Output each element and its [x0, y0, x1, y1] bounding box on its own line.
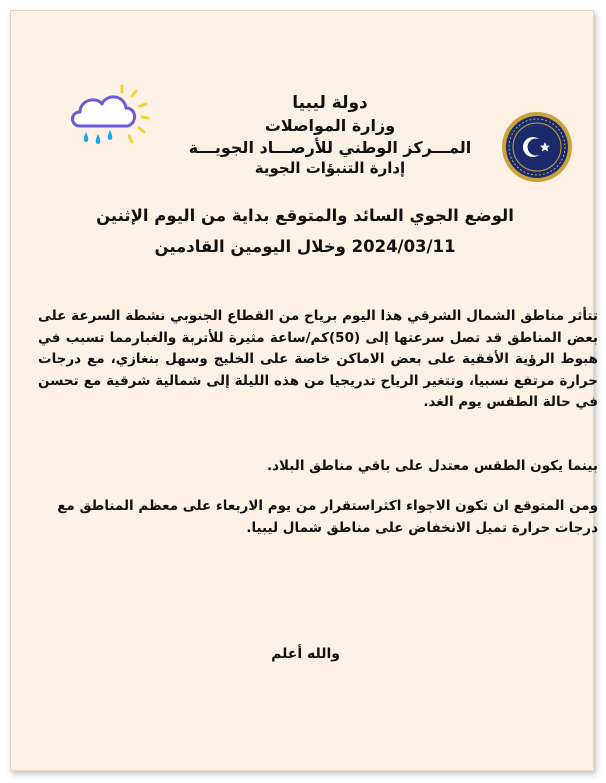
report-title [70, 200, 540, 263]
document-page [10, 10, 598, 771]
cloud-rain-sun-icon [66, 82, 158, 150]
rain-drops [84, 130, 113, 144]
country-title: دولة ليبيا [292, 93, 368, 113]
closing-phrase: والله أعلم [271, 646, 340, 662]
department-title: إدارة التنبؤات الجوية [254, 159, 406, 178]
forecast-paragraph-1: تتأثر مناطق الشمال الشرقي هذا اليوم برياح من القطاع الجنوبي نشطة السرعة على بعض المناطق قد تصل سرعتها إلى (50)كم/ساعة مثيرة للأتربة والغبارمما تسبب في هبوط الرؤية الأفقية على بعض الاماكن خاصة على الخليج وسهل بنغازي، مع درجات حرارة مرتفع نسبيا، وتتغير الرياح تدريجيا من هذه الليلة إلى شمالية شرقية مع تحسن في حالة الطقس يوم الغد. [38, 308, 598, 411]
report-title-line1: الوضع الجوي السائد والمتوقع بداية من اليوم الإثنين [96, 206, 514, 225]
forecast-paragraph-2: بينما يكون الطقس معتدل على باقي مناطق البلاد. [266, 458, 598, 474]
cloud-shape [73, 97, 135, 126]
forecast-paragraph-3: ومن المتوقع ان تكون الاجواء اكثراستقرار من يوم الاربعاء على معظم المناطق مع درجات حرارة تميل الانخفاض على مناطق شمال ليبيا. [57, 498, 598, 536]
center-title: المـــركز الوطني للأرصـــاد الجويـــة [188, 137, 472, 157]
ministry-emblem-logo [500, 110, 574, 184]
document-header [160, 92, 500, 178]
ministry-title: وزارة المواصلات [264, 115, 396, 135]
report-title-line2: 2024/03/11 وخلال اليومين القادمين [154, 237, 456, 257]
